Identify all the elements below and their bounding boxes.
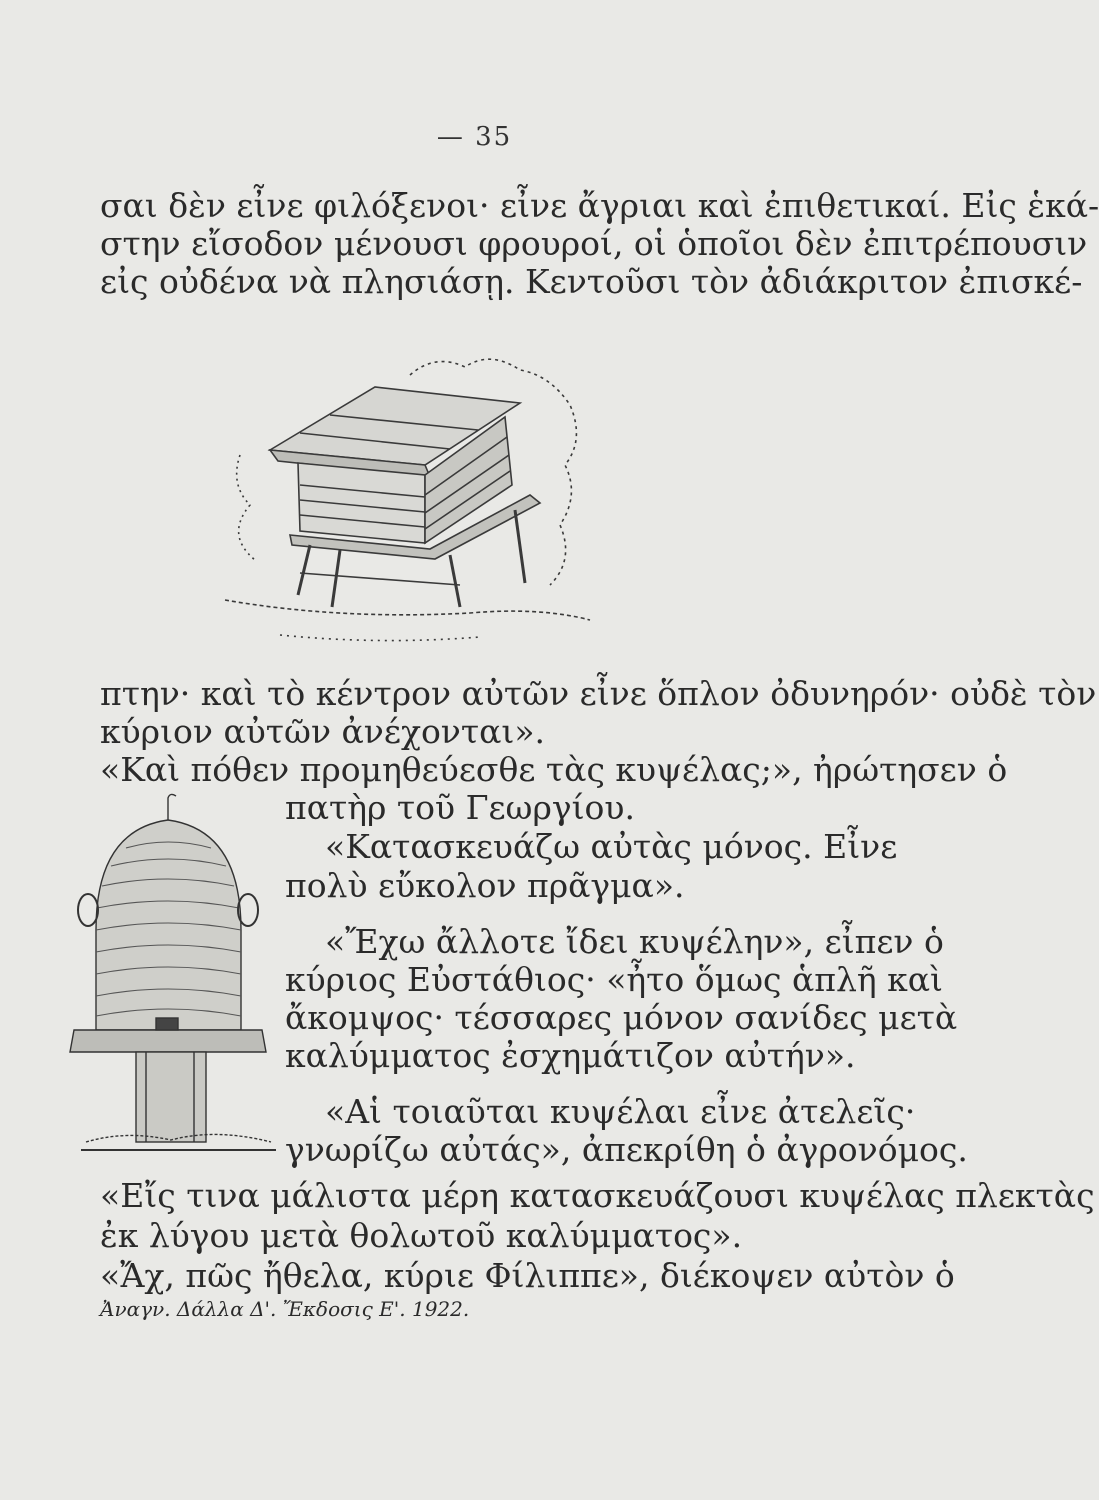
text-line: κύριος Εὐστάθιος· «ἦτο ὅμως ἁπλῆ καὶ [285,960,943,999]
text-line: «Ἄχ, πῶς ἤθελα, κύριε Φίλιππε», διέκοψεν αὐτὸν ὁ [100,1256,955,1295]
text-line: «Εἴς τινα μάλιστα μέρη κατασκευάζουσι κυψέλας πλεκτὰς [100,1176,1095,1215]
text-line: «Αἱ τοιαῦται κυψέλαι εἶνε ἀτελεῖς· [325,1092,916,1131]
text-line: καλύμματος ἐσχημάτιζον αὐτήν». [285,1036,856,1075]
text-line: σαι δὲν εἶνε φιλόξενοι· εἶνε ἄγριαι καὶ ἐπιθετικαί. Εἰς ἑκά- [100,186,1099,225]
straw-skep-illustration [66,790,286,1170]
text-line: κύριον αὐτῶν ἀνέχονται». [100,712,546,751]
wooden-beehive-illustration [220,345,600,665]
text-line: πολὺ εὔκολον πρᾶγμα». [285,866,685,905]
text-line: στην εἴσοδον μένουσι φρουροί, οἱ ὁποῖοι δὲν ἐπιτρέπουσιν [100,224,1088,263]
text-line: εἰς οὐδένα νὰ πλησιάσῃ. Κεντοῦσι τὸν ἀδιάκριτον ἐπισκέ- [100,262,1083,301]
text-line: «Κατασκευάζω αὐτὰς μόνος. Εἶνε [325,827,898,866]
text-line: γνωρίζω αὐτάς», ἀπεκρίθη ὁ ἀγρονόμος. [285,1130,968,1169]
page-number: — 35 [436,122,513,152]
text-line: «Ἔχω ἄλλοτε ἴδει κυψέλην», εἶπεν ὁ [325,922,944,961]
text-line: «Καὶ πόθεν προμηθεύεσθε τὰς κυψέλας;», ἠρώτησεν ὁ [100,750,1008,789]
text-line: πατὴρ τοῦ Γεωργίου. [285,788,635,827]
text-line: ἐκ λύγου μετὰ θολωτοῦ καλύμματος». [100,1216,743,1255]
text-line: πτην· καὶ τὸ κέντρον αὐτῶν εἶνε ὅπλον ὀδυνηρόν· οὐδὲ τὸν [100,674,1097,713]
footer-signature: Ἀναγν. Δάλλα Δ'. Ἔκδοσις Ε'. 1922. [100,1297,470,1321]
text-line: ἄκομψος· τέσσαρες μόνον σανίδες μετὰ [285,998,958,1037]
